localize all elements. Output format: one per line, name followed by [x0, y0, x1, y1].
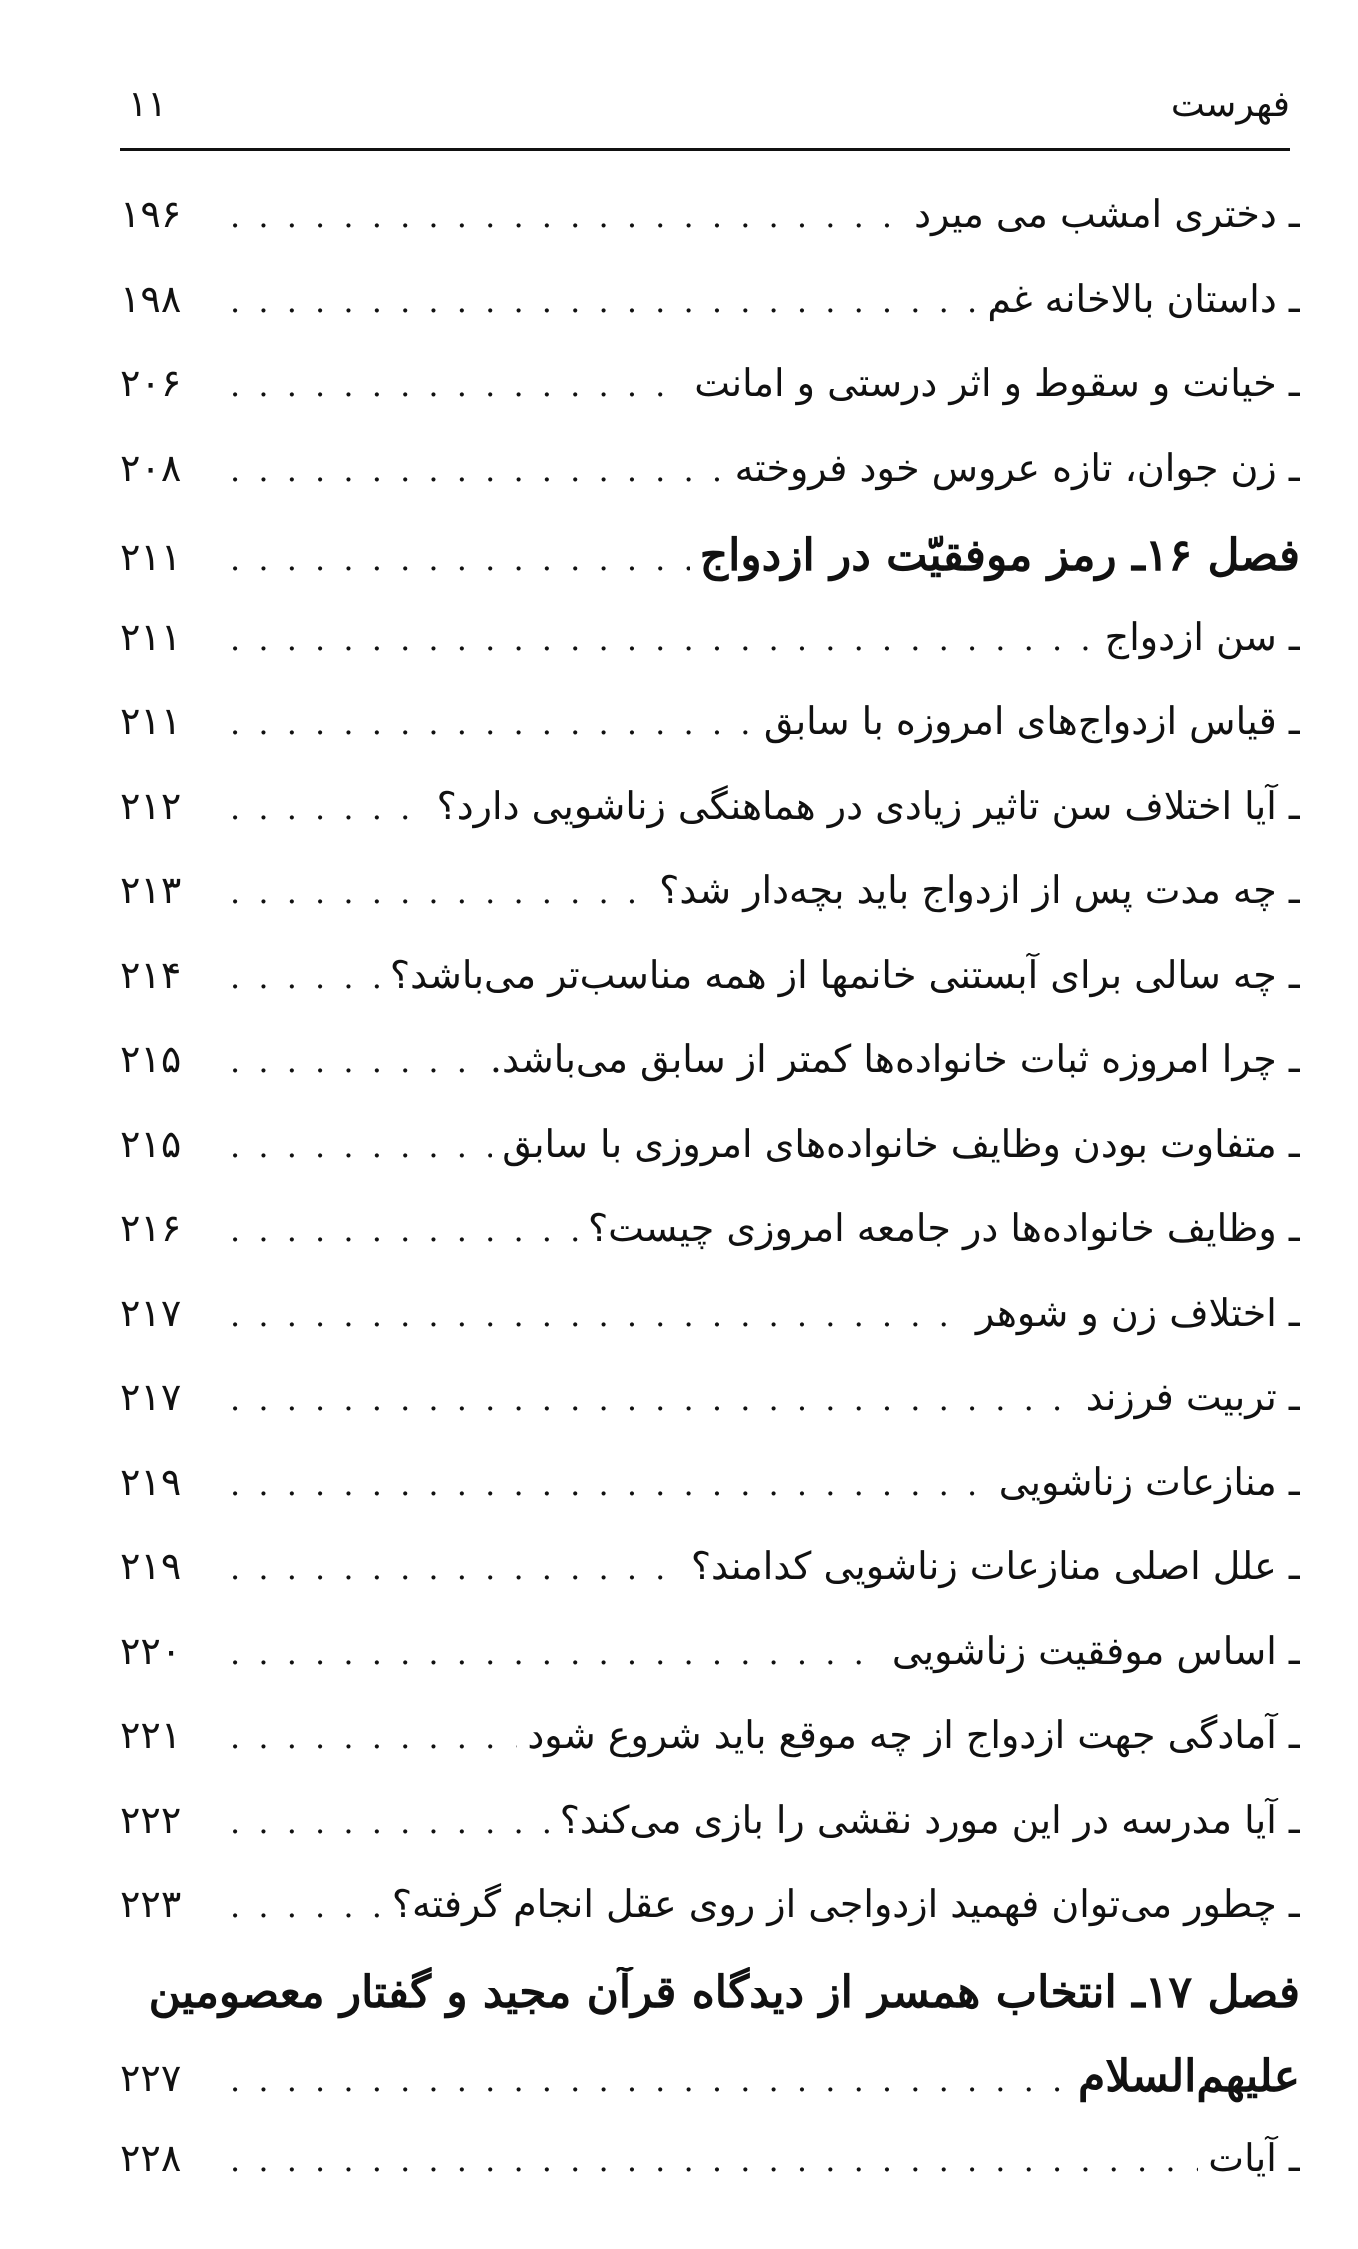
leader-dots: [230, 873, 649, 911]
toc-entry: [120, 2136, 1300, 2221]
toc-chapter-label: فصل ۱۶ـ رمز موفقیّت در ازدواج: [699, 530, 1300, 581]
toc-entry: [120, 1798, 1300, 1883]
toc-entry: [120, 1713, 1300, 1798]
toc-entry-page: ۲۱۷: [120, 1290, 182, 1335]
leader-dots: [230, 1803, 550, 1841]
toc-entry: [120, 699, 1300, 784]
toc-chapter-label: فصل ۱۷ـ انتخاب همسر از دیدگاه قرآن مجید و گفتار معصومین: [148, 1966, 1300, 2018]
leader-dots: [230, 366, 684, 404]
toc-entry-page: ۲۱۵: [120, 1037, 182, 1081]
leader-dots: [230, 451, 725, 489]
toc-entry: [120, 868, 1300, 953]
leader-dots: [230, 1887, 382, 1925]
toc-entry: [120, 277, 1300, 362]
toc-entry-page: ۲۲۰: [120, 1628, 182, 1673]
toc-entry-page: ۲۰۶: [120, 361, 182, 405]
toc-entry-label: ـ چرا امروزه ثبات خانواده‌ها کمتر از سابق می‌باشد.: [489, 1037, 1300, 1081]
leader-dots: [230, 1718, 517, 1756]
toc-chapter-label-continued: علیهم‌السلام: [1077, 2051, 1300, 2102]
leader-dots: [230, 2141, 1198, 2179]
toc-entry: [120, 1460, 1300, 1545]
toc-entry-label: ـ سن ازدواج: [1104, 614, 1300, 659]
toc-entry: [120, 1206, 1300, 1291]
leader-dots: [230, 1042, 480, 1080]
leader-dots: [230, 197, 904, 235]
toc-entry-label: ـ چه مدت پس از ازدواج باید بچه‌دار شد؟: [659, 868, 1300, 912]
leader-dots: [230, 540, 690, 578]
toc-entry-page: ۲۲۸: [120, 2135, 182, 2180]
toc-entry-label: ـ تربیت فرزند: [1085, 1375, 1300, 1419]
toc-entry-label: ـ آیا مدرسه در این مورد نقشی را بازی می‌کند؟: [559, 1797, 1300, 1842]
toc-entry-page: ۱۹۶: [120, 192, 182, 236]
toc-entry-page: ۲۲۲: [120, 1797, 182, 1842]
toc-chapter-17-line1: [120, 1967, 1300, 2052]
leader-dots: [230, 1127, 492, 1165]
toc-entry: [120, 1122, 1300, 1207]
leader-dots: [230, 2061, 1068, 2099]
toc-entry-page: ۲۱۷: [120, 1375, 182, 1419]
page-header: [120, 70, 1290, 151]
toc-entry-label: ـ علل اصلی منازعات زناشویی کدامند؟: [690, 1544, 1300, 1588]
toc-entry-label: ـ آیات: [1208, 2135, 1300, 2180]
toc-entry-label: ـ چطور می‌توان فهمید ازدواجی از روی عقل انجام گرفته؟: [391, 1882, 1300, 1926]
toc-entry-label: ـ آیا اختلاف سن تاثیر زیادی در هماهنگی زناشویی دارد؟: [436, 783, 1300, 828]
toc-entry-label: ـ متفاوت بودن وظایف خانواده‌های امروزی با سابق: [502, 1121, 1300, 1166]
toc-entry: [120, 446, 1300, 531]
leader-dots: [230, 704, 754, 742]
toc-entry-label: ـ اختلاف زن و شوهر: [975, 1290, 1300, 1335]
toc-entry-page: ۲۲۱: [120, 1713, 182, 1757]
toc-entry-label: ـ خیانت و سقوط و اثر درستی و امانت: [694, 361, 1300, 405]
toc-entry-page: ۲۱۲: [120, 783, 182, 828]
toc-entry-page: ۲۱۴: [120, 952, 182, 997]
toc-entry-page: ۲۰۸: [120, 445, 182, 490]
leader-dots: [230, 1465, 989, 1503]
toc-entry-page: ۲۱۶: [120, 1206, 182, 1250]
leader-dots: [230, 282, 977, 320]
toc-entry: [120, 1544, 1300, 1629]
toc-entry-page: ۲۱۹: [120, 1544, 182, 1588]
toc-entry: [120, 1882, 1300, 1967]
leader-dots: [230, 789, 427, 827]
toc-entry-page: ۲۱۱: [120, 699, 182, 743]
toc-entry-label: ـ وظایف خانواده‌ها در جامعه امروزی چیست؟: [587, 1206, 1300, 1250]
toc-entry-page: ۲۱۳: [120, 868, 182, 912]
toc-entry-page: ۲۱۹: [120, 1459, 182, 1504]
toc-entry-page: ۲۲۳: [120, 1882, 182, 1926]
leader-dots: [230, 958, 380, 996]
page-number: ۱۱: [128, 84, 167, 125]
toc-entry-label: ـ چه سالی برای آبستنی خانمها از همه مناسب‌تر می‌باشد؟: [389, 952, 1300, 997]
toc-entry-label: ـ زن جوان، تازه عروس خود فروخته: [734, 445, 1300, 490]
toc-entry: [120, 1291, 1300, 1376]
toc-entry: [120, 1037, 1300, 1122]
leader-dots: [230, 620, 1095, 658]
toc-entry-page: ۲۱۱: [120, 535, 182, 579]
toc-entry-label: ـ داستان بالاخانه غم: [987, 276, 1300, 321]
toc-entry-label: ـ قیاس ازدواج‌های امروزه با سابق: [763, 699, 1300, 743]
toc-entry-page: ۲۱۵: [120, 1121, 182, 1166]
table-of-contents: [120, 192, 1300, 2220]
toc-entry-page: ۲۲۷: [120, 2056, 182, 2100]
toc-entry-page: ۲۱۱: [120, 614, 182, 659]
toc-entry-label: ـ اساس موفقیت زناشویی: [891, 1628, 1300, 1673]
leader-dots: [230, 1549, 681, 1587]
leader-dots: [230, 1296, 966, 1334]
toc-entry-label: ـ دختری امشب می میرد: [914, 192, 1300, 236]
leader-dots: [230, 1211, 578, 1249]
toc-entry: [120, 615, 1300, 700]
toc-entry-label: ـ آمادگی جهت ازدواج از چه موقع باید شروع شود: [527, 1713, 1300, 1757]
running-title: فهرست: [1170, 84, 1290, 125]
toc-entry: [120, 953, 1300, 1038]
toc-entry: [120, 361, 1300, 446]
toc-chapter-17-line2: [120, 2051, 1300, 2136]
toc-entry-page: ۱۹۸: [120, 276, 182, 321]
toc-chapter-16: [120, 530, 1300, 615]
toc-entry: [120, 784, 1300, 869]
toc-entry: [120, 1375, 1300, 1460]
toc-entry-label: ـ منازعات زناشویی: [998, 1459, 1300, 1504]
toc-entry: [120, 1629, 1300, 1714]
leader-dots: [230, 1380, 1076, 1418]
leader-dots: [230, 1634, 882, 1672]
toc-entry: [120, 192, 1300, 277]
